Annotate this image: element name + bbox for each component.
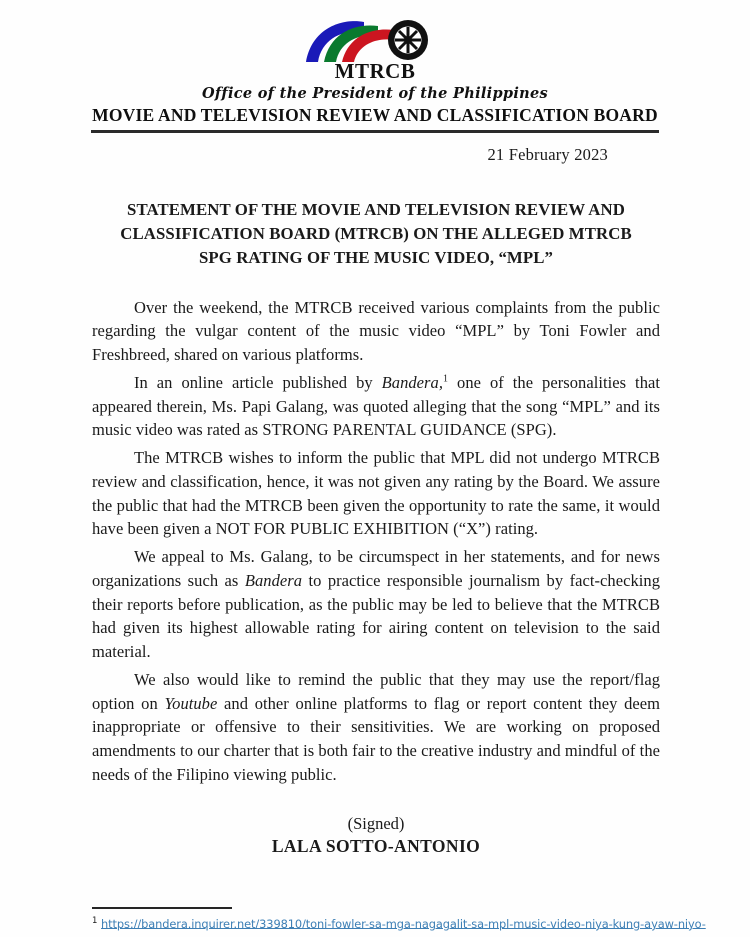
title-line-1: STATEMENT OF THE MOVIE AND TELEVISION REVIEW AND bbox=[127, 200, 625, 219]
board-name-line: MOVIE AND TELEVISION REVIEW AND CLASSIFICATION BOARD bbox=[92, 105, 658, 125]
footnote-marker: 1 bbox=[92, 915, 98, 926]
paragraph-1: Over the weekend, the MTRCB received various complaints from the public regarding the vulgar content of the music video “MPL” by Toni Fowler and Freshbreed, shared on various platforms. bbox=[92, 297, 660, 365]
paragraph-3: The MTRCB wishes to inform the public that MPL did not undergo MTRCB review and classification, hence, it was not given any rating by the Board. We assure the public that had the MTRCB been given the opportunity to rate the same, it would have been given a NOT FOR PUBLIC EXHIBITION (“X”) rating. bbox=[92, 448, 660, 539]
footnote-link[interactable]: https://bandera.inquirer.net/339810/toni-fowler-sa-mga-nagagalit-sa-mpl-music-video-niya-kung-ayaw-niyo- bbox=[101, 916, 706, 931]
paragraph-2-text-b: one of the personalities that appeared therein, Ms. Papi Galang, was quoted alleging that the song “MPL” and its music video was rated as STRONG PARENTAL GUIDANCE (SPG). bbox=[92, 372, 660, 440]
document-body bbox=[92, 133, 660, 857]
document-date: 21 February 2023 bbox=[487, 145, 608, 164]
paragraph-4-text-b: to practice responsible journalism by fact-checking their reports before publication, as the public may be led to believe that the MTRCB had given its highest allowable rating for airing content on television to the said material. bbox=[92, 570, 660, 662]
signer-name: LALA SOTTO-ANTONIO bbox=[271, 835, 481, 856]
paragraph-2-text-a: In an online article published by bbox=[134, 372, 382, 392]
paragraph-4 bbox=[92, 545, 660, 664]
paragraph-5-text-b: and other online platforms to flag or report content they deem inappropriate or offensive to their sensitivities. We are working on proposed amendments to our charter that is both fair to the creative industry and mindful of the needs of the Filipino viewing public. bbox=[92, 693, 660, 784]
document-title bbox=[92, 198, 660, 270]
office-of-president-line: Office of the President of the Philippines bbox=[201, 85, 549, 102]
mtrcb-logo-svg bbox=[300, 18, 450, 64]
footnote-reference-1: 1 bbox=[443, 373, 449, 385]
footnote-divider bbox=[92, 907, 232, 909]
title-line-2: CLASSIFICATION BOARD (MTRCB) ON THE ALLEGED MTRCB bbox=[120, 223, 632, 243]
youtube-mention: Youtube bbox=[164, 693, 218, 713]
mtrcb-logo bbox=[300, 18, 450, 83]
film-reel-icon bbox=[388, 20, 428, 60]
mtrcb-wordmark: MTRCB bbox=[334, 59, 416, 83]
signed-label: (Signed) bbox=[347, 813, 405, 833]
signature-block bbox=[92, 813, 660, 857]
paragraph-4-text-a: We appeal to Ms. Galang, to be circumspect in her statements, and for news organizations such as bbox=[92, 547, 660, 590]
title-line-3: SPG RATING OF THE MUSIC VIDEO, “MPL” bbox=[198, 247, 554, 267]
footnote-area bbox=[92, 907, 706, 937]
paragraph-5-text-a: We also would like to remind the public that they may use the report/flag option on bbox=[92, 669, 660, 713]
paragraph-5 bbox=[92, 668, 660, 787]
bandera-citation: Bandera, bbox=[381, 372, 443, 392]
footnote-1 bbox=[92, 915, 706, 937]
paragraph-2 bbox=[92, 371, 660, 442]
bandera-mention: Bandera bbox=[244, 570, 303, 590]
letterhead bbox=[0, 0, 750, 133]
